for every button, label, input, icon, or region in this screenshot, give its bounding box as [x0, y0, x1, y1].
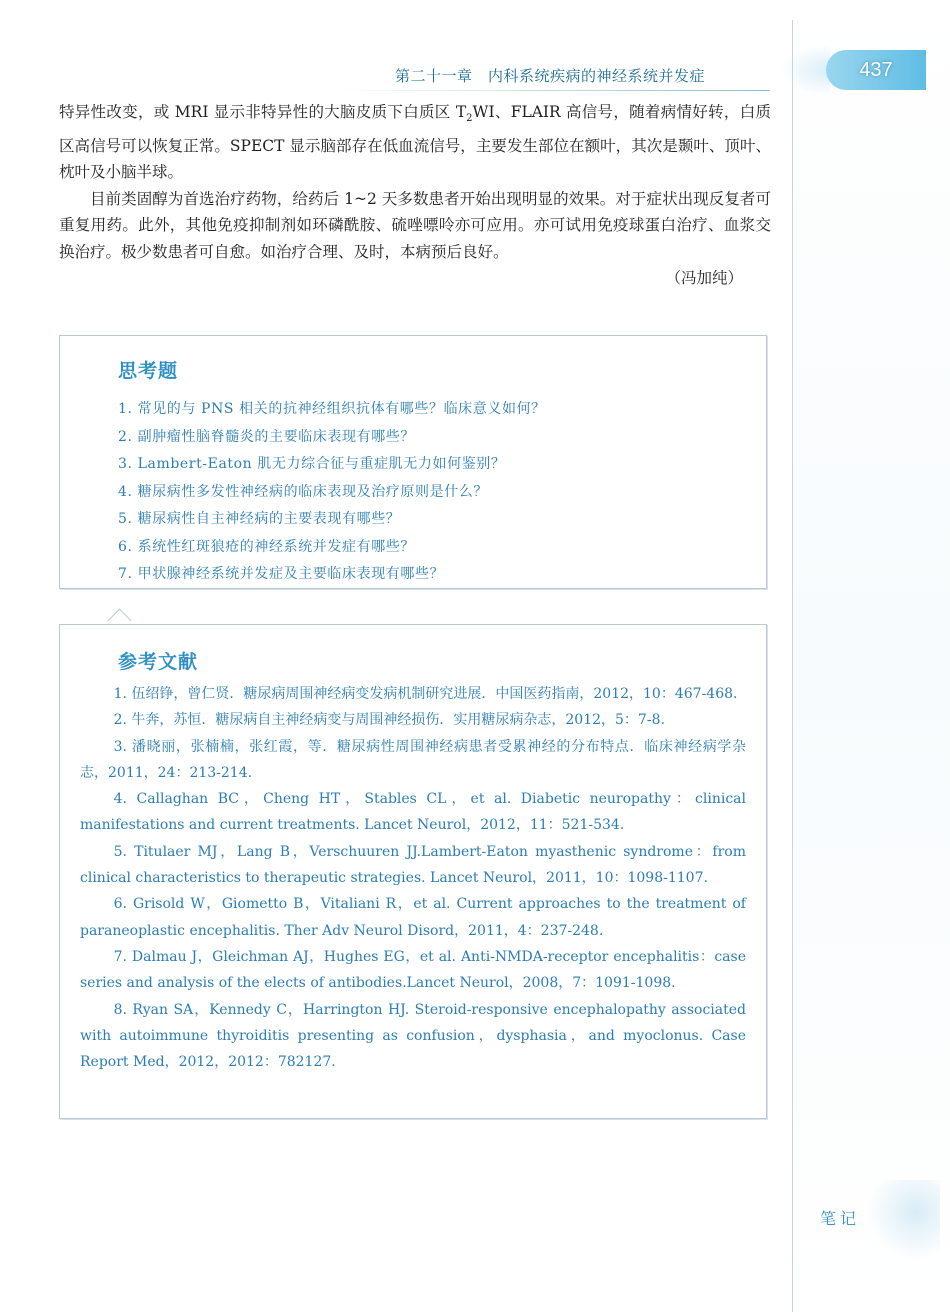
question-item: 2. 副肿瘤性脑脊髓炎的主要临床表现有哪些？	[118, 428, 416, 445]
running-head-rule	[330, 90, 770, 91]
reference-item: 5. Titulaer MJ，Lang B，Verschuuren JJ.Lambert-Eaton myasthenic syndrome：from clinical characteristics to therapeutic strategies. Lancet Neurol，2011，10：1098-1107.	[80, 843, 746, 887]
questions-title: 思考题	[118, 360, 179, 382]
notes-label: 笔记	[820, 1209, 861, 1228]
margin-rule	[792, 20, 793, 1312]
reference-item: 6. Grisold W，Giometto B，Vitaliani R，et al. Current approaches to the treatment of paraneoplastic encephalitis. Ther Adv Neurol Disord，2011，4：237-248.	[80, 896, 746, 939]
question-item: 3. Lambert-Eaton 肌无力综合征与重症肌无力如何鉴别？	[118, 456, 506, 472]
references-box	[59, 624, 767, 1119]
reference-item: 2. 牛奔，苏恒．糖尿病自主神经病变与周围神经损伤．实用糖尿病杂志，2012，5：7-8.	[113, 712, 665, 729]
reference-item: 8. Ryan SA，Kennedy C，Harrington HJ. Steroid-responsive encephalopathy associated with autoimmune thyroiditis presenting as confusion，dysphasia，and myoclonus. Case Report Med，2012，2012：782127.	[80, 1001, 746, 1071]
reference-item: 7. Dalmau J，Gleichman AJ，Hughes EG，et al. Anti-NMDA-receptor encephalitis：case series and analysis of the elects of antibodies.Lancet Neurol，2008，7：1091-1098.	[80, 948, 746, 992]
paragraph-2: 目前类固醇为首选治疗药物，给药后 1~2 天多数患者开始出现明显的效果。对于症状出现反复者可重复用药。此外，其他免疫抑制剂如环磷酰胺、硫唑嘌呤亦可应用。亦可试用免疫球蛋白治疗、血浆交换治疗。极少数患者可自愈。如治疗合理、及时，本病预后良好。	[59, 189, 771, 261]
references-list	[80, 681, 746, 1075]
running-head-title: 第二十一章 内科系统疾病的神经系统并发症	[395, 67, 706, 85]
questions-list	[118, 396, 738, 589]
reference-item: 4. Callaghan BC，Cheng HT，Stables CL，et al. Diabetic neuropathy：clinical manifestations and current treatments. Lancet Neurol，2012，11：521-534.	[80, 791, 746, 834]
notes-decoration	[860, 1180, 940, 1260]
question-item: 6. 系统性红斑狼疮的神经系统并发症有哪些？	[118, 538, 416, 555]
questions-box	[59, 335, 767, 589]
reference-item: 1. 伍绍铮，曾仁贤．糖尿病周围神经病变发病机制研究进展．中国医药指南，2012，10：467-468.	[113, 686, 738, 702]
question-item: 5. 糖尿病性自主神经病的主要表现有哪些？	[118, 511, 401, 527]
paragraph-1: 特异性改变，或 MRI 显示非特异性的大脑皮质下白质区 $T_2WI$、FLAIR 高信号，随着病情好转，白质区高信号可以恢复正常。SPECT 显示脑部存在低血流信号，主要发生部位在额叶，其次是颞叶、顶叶、枕叶及小脑半球。	[59, 103, 771, 182]
page-tab-glow	[780, 44, 830, 96]
question-item: 4. 糖尿病性多发性神经病的临床表现及治疗原则是什么？	[118, 483, 489, 500]
author-credit: （冯加纯）	[665, 269, 743, 288]
body-text	[59, 99, 771, 292]
reference-item: 3. 潘晓丽，张楠楠，张红霞，等．糖尿病性周围神经病患者受累神经的分布特点．临床神经病学杂志，2011，24：213-214.	[80, 738, 746, 781]
page-number: 437	[859, 59, 893, 81]
references-title: 参考文献	[118, 651, 199, 673]
question-item: 7. 甲状腺神经系统并发症及主要临床表现有哪些？	[118, 566, 445, 582]
margin-column	[793, 0, 950, 1312]
question-item: 1. 常见的与 PNS 相关的抗神经组织抗体有哪些？临床意义如何？	[118, 401, 546, 417]
